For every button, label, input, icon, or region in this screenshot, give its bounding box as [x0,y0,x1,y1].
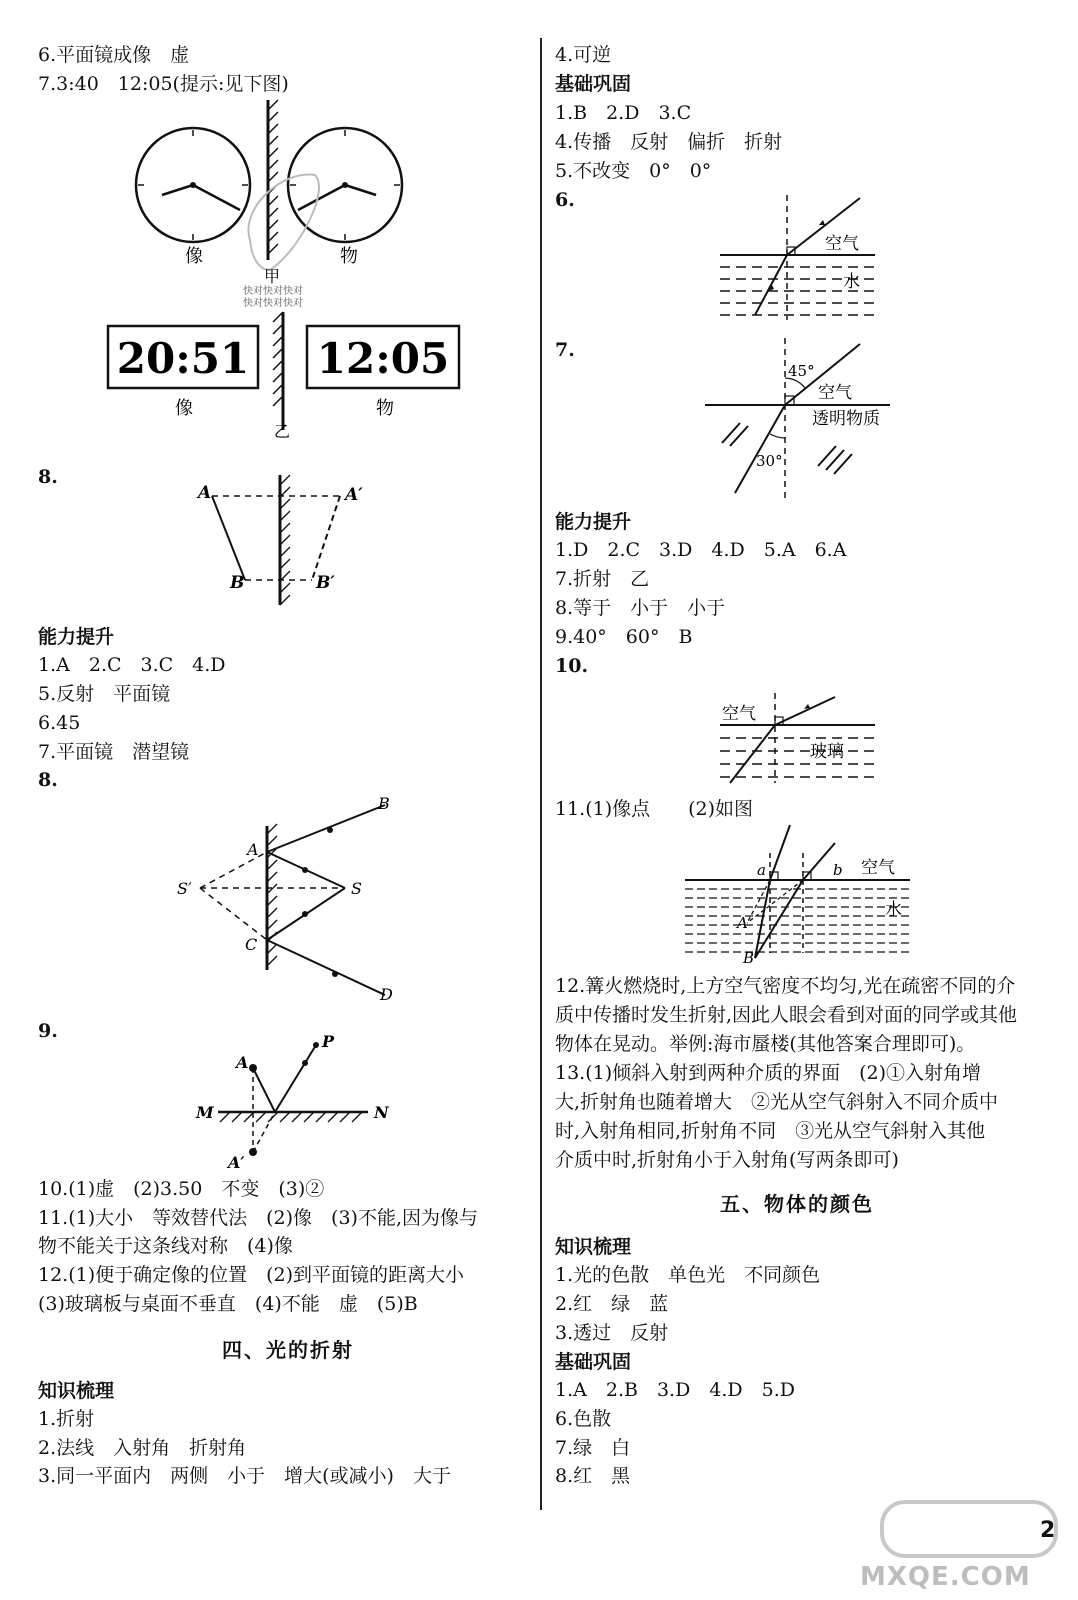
point-B: B [378,794,390,813]
water-label: 水 [885,900,902,920]
answer-7: 7.3:40 12:05(提示:见下图) [38,73,289,95]
section-basic-2: 基础巩固 [555,1351,632,1373]
section-title-refraction: 四、光的折射 [222,1338,354,1362]
ability-12-line2: (3)玻璃板与桌面不垂直 (4)不能 虚 (5)B [38,1293,418,1315]
watermark-text: MXQE.COM [860,1562,1031,1592]
basic-5: 5.不改变 0° 0° [555,160,712,182]
yi-label: 乙 [274,422,291,441]
color-basic-6: 6.色散 [555,1408,612,1430]
section-ability-left: 能力提升 [38,626,115,648]
watermark-logo [880,1500,1058,1558]
r-answer-4: 4.可逆 [555,44,612,66]
section-title-colors: 五、物体的颜色 [720,1192,874,1216]
clock-image-label: 像 [185,246,203,267]
figure-8b-periscope [175,790,415,1015]
digital-image-label: 像 [175,398,193,419]
point-b: b [833,861,843,879]
point-S-prime: S′ [177,879,192,898]
angle-45: 45° [788,362,815,380]
ability-11-line2: 物不能关于这条线对称 (4)像 [38,1235,293,1257]
jia-label: 甲 [264,267,281,286]
r-ability-1: 1.D 2.C 3.D 4.D 5.A 6.A [555,539,847,561]
r-ability-13-line3: 时,入射角相同,折射角不同 ③光从空气斜射入其他 [555,1120,986,1142]
ability-12-line1: 12.(1)便于确定像的位置 (2)到平面镜的距离大小 [38,1264,465,1286]
point-B: B [743,949,755,967]
figure-7-transparent-medium [700,338,900,498]
answer-6: 6.平面镜成像 虚 [38,44,190,66]
point-A: A [236,1053,249,1072]
ability-5: 5.反射 平面镜 [38,683,171,705]
point-S: S [351,879,362,898]
knowledge-3: 3.同一平面内 两侧 小于 增大(或减小) 大于 [38,1465,451,1487]
section-ability-right: 能力提升 [555,511,632,533]
point-D: D [380,985,393,1004]
point-A-prime: A′ [228,1153,245,1172]
knowledge-1: 1.折射 [38,1408,95,1430]
r-ability-7: 7.折射 乙 [555,568,650,590]
color-knowledge-2: 2.红 绿 蓝 [555,1293,669,1315]
r-ability-11: 11.(1)像点 (2)如图 [555,798,754,820]
point-B: B [230,573,245,593]
r-ability-13-line2: 大,折射角也随着增大 ②光从空气斜射入不同介质中 [555,1091,999,1113]
r-ability-10: 10. [555,655,589,677]
ability-1: 1.A 2.C 3.C 4.D [38,654,226,676]
knowledge-2: 2.法线 入射角 折射角 [38,1437,247,1459]
stamp-text-2: 快对快对快对 [243,298,303,309]
water-label: 水 [843,272,860,292]
ability-11-line1: 11.(1)大小 等效替代法 (2)像 (3)不能,因为像与 [38,1207,478,1229]
r-ability-13-line1: 13.(1)倾斜入射到两种介质的界面 (2)①入射角增 [555,1062,982,1084]
air-label: 空气 [861,858,895,878]
basic-4: 4.传播 反射 偏折 折射 [555,131,783,153]
color-basic-7: 7.绿 白 [555,1437,631,1459]
glass-label: 玻璃 [810,742,844,762]
angle-30: 30° [756,452,783,470]
point-A: A [737,914,748,932]
section-basic: 基础巩固 [555,73,632,95]
answer-8: 8. [38,466,58,488]
ability-9: 9. [38,1020,58,1042]
figure-10-air-glass [720,693,880,788]
air-label: 空气 [722,704,756,724]
air-label: 空气 [825,234,859,254]
figure-8-mirror [190,470,390,610]
point-A-prime: A′ [345,485,363,505]
ability-8: 8. [38,769,58,791]
r-ability-12-line1: 12.篝火燃烧时,上方空气密度不均匀,光在疏密不同的介 [555,975,1016,997]
point-C: C [245,935,258,954]
column-divider [540,38,542,1510]
color-knowledge-1: 1.光的色散 单色光 不同颜色 [555,1264,821,1286]
medium-label: 透明物质 [812,409,880,429]
color-basic-8: 8.红 黑 [555,1465,631,1487]
point-A: A [198,483,212,503]
point-N: N [374,1103,389,1122]
digital-clock-object: 12:05 [316,334,450,383]
page-number: 2 [1040,1518,1056,1543]
figure-6-air-water [715,195,880,325]
figure-11-air-water-image [685,823,915,967]
r-ability-12-line3: 物体在晃动。举例:海市蜃楼(其他答案合理即可)。 [555,1033,976,1055]
section-knowledge-left: 知识梳理 [38,1380,115,1402]
point-B-prime: B′ [316,573,335,593]
r-ability-13-line4: 介质中时,折射角小于入射角(写两条即可) [555,1149,899,1171]
clock-mirror-figure [100,100,480,440]
point-a: a [757,861,766,879]
basic-1: 1.B 2.D 3.C [555,102,692,124]
air-label: 空气 [818,383,852,403]
ability-7: 7.平面镜 潜望镜 [38,741,190,763]
point-A: A [247,840,259,859]
stamp-text-1: 快对快对快对 [243,286,303,297]
clock-object-label: 物 [340,246,358,267]
r-ability-12-line2: 质中传播时发生折射,因此人眼会看到对面的同学或其他 [555,1004,1018,1026]
digital-object-label: 物 [376,398,394,419]
r-ability-8: 8.等于 小于 小于 [555,597,726,619]
point-P: P [322,1032,335,1051]
digital-clock-image: 20:51 [116,334,250,383]
ability-10: 10.(1)虚 (2)3.50 不变 (3)② [38,1178,325,1200]
basic-7: 7. [555,339,575,361]
basic-6: 6. [555,189,575,211]
r-ability-9: 9.40° 60° B [555,626,693,648]
point-M: M [196,1103,214,1122]
ability-6: 6.45 [38,712,81,734]
color-knowledge-3: 3.透过 反射 [555,1322,669,1344]
figure-9-reflection [190,1030,400,1170]
section-knowledge-right: 知识梳理 [555,1236,632,1258]
color-basic-1: 1.A 2.B 3.D 4.D 5.D [555,1379,796,1401]
